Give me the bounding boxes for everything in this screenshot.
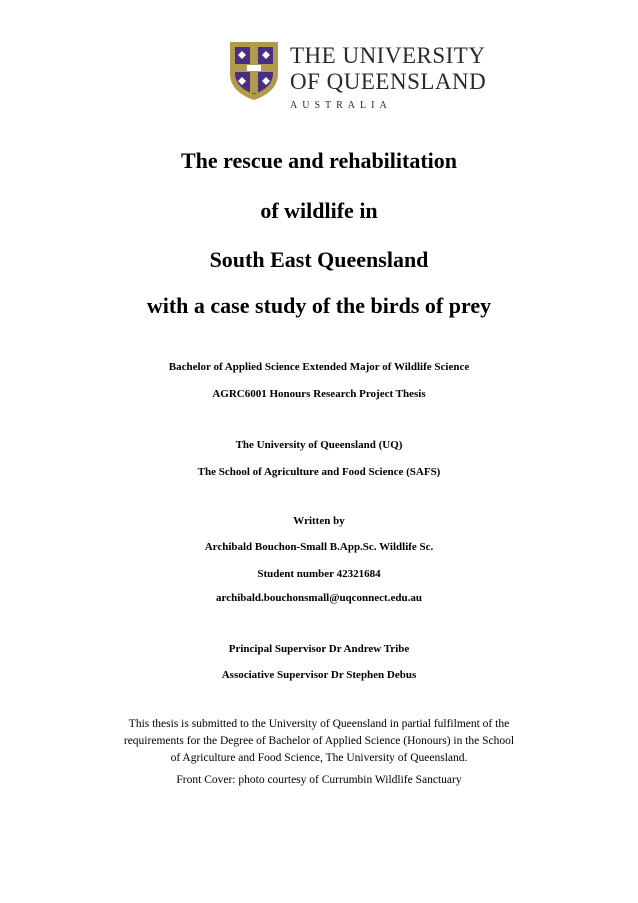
author-email: archibald.bouchonsmall@uqconnect.edu.au [216,592,422,604]
thesis-title-line-2: of wildlife in [260,198,378,223]
logo-line-university: THE UNIVERSITY [290,43,486,68]
principal-supervisor: Principal Supervisor Dr Andrew Tribe [228,643,410,655]
university-name: The University of Queensland (UQ) [235,439,403,451]
submission-statement-line-1: This thesis is submitted to the University of Queensland in partial fulfilment of the [128,718,510,730]
degree-program: Bachelor of Applied Science Extended Major of Wildlife Science [168,361,470,373]
author-name: Archibald Bouchon-Small B.App.Sc. Wildlife Sc. [204,541,434,553]
university-logo [228,40,487,120]
associate-supervisor: Associative Supervisor Dr Stephen Debus [221,669,417,681]
submission-statement-line-3: of Agriculture and Food Science, The University of Queensland. [170,752,468,764]
school-name: The School of Agriculture and Food Science (SAFS) [197,466,441,478]
thesis-title-line-3: South East Queensland [209,247,429,272]
submission-statement-line-2: requirements for the Degree of Bachelor of Applied Science (Honours) in the School [123,735,515,747]
written-by-label: Written by [293,515,345,527]
course-code: AGRC6001 Honours Research Project Thesis [212,388,426,400]
logo-line-queensland: OF QUEENSLAND [290,69,487,94]
cover-photo-credit: Front Cover: photo courtesy of Currumbin Wildlife Sanctuary [176,774,462,786]
thesis-title-line-4: with a case study of the birds of prey [146,293,492,318]
thesis-title-line-1: The rescue and rehabilitation [180,148,458,173]
logo-line-australia: AUSTRALIA [290,100,392,111]
student-number: Student number 42321684 [257,568,381,580]
university-crest-icon [228,40,280,102]
